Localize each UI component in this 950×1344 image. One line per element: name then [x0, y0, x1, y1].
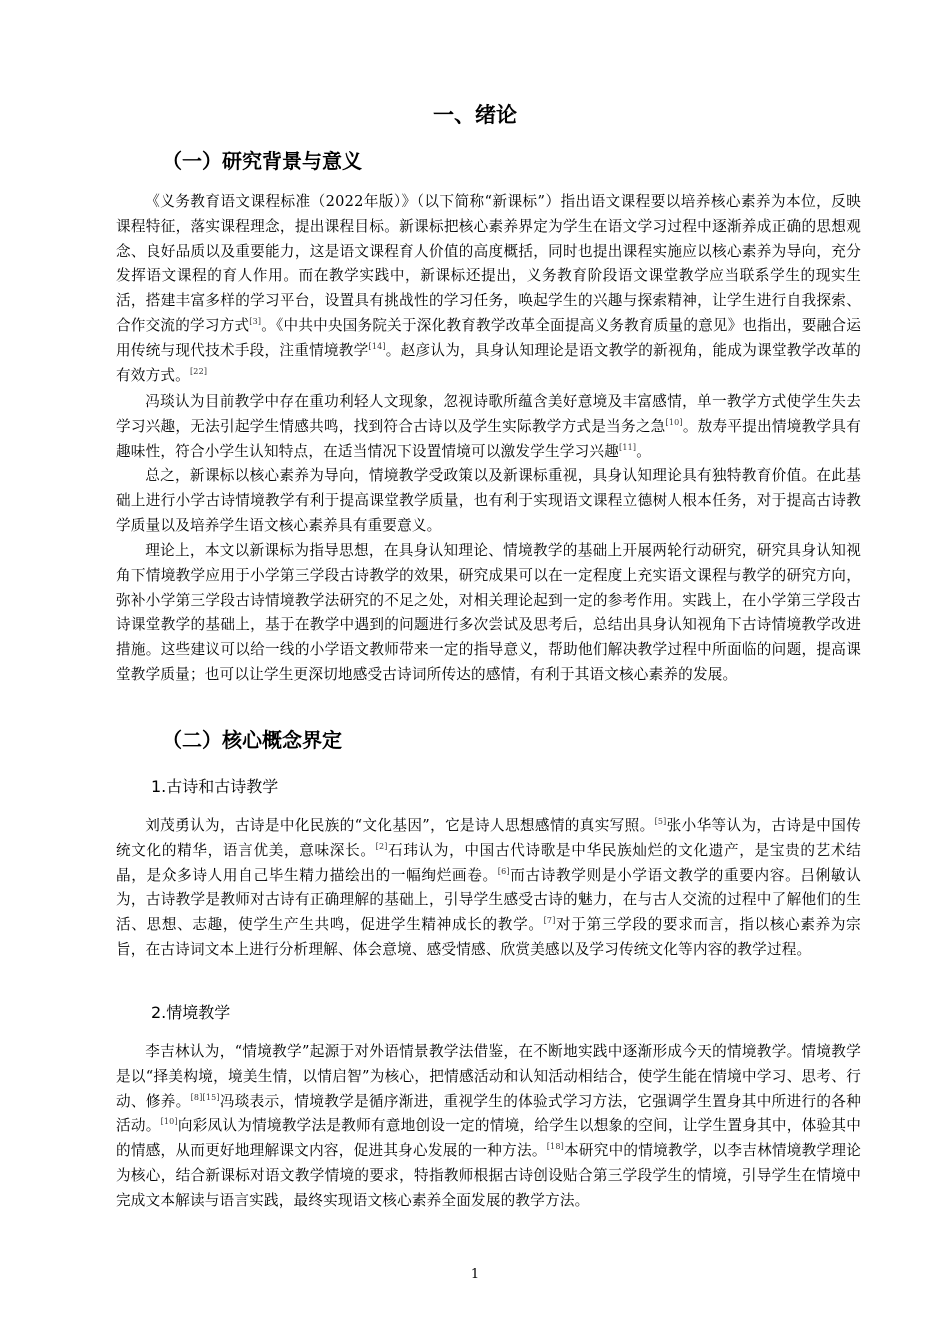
paragraph-ancient-poetry — [116, 814, 861, 963]
paragraph-background-3: 总之，新课标以核心素养为导向，情境教学受政策以及新课标重视，具身认知理论具有独特教育价值。在此基础上进行小学古诗情境教学有利于提高课堂教学质量，也有利于实现语文课程立德树人根本任务，对于提高古诗教学质量以及培养学生语文核心素养具有重要意义。 — [116, 467, 861, 534]
citation-superscript: [11] — [619, 442, 637, 452]
section-heading-concepts: （二）核心概念界定 — [162, 728, 342, 752]
text-run: 冯琰认为目前教学中存在重功利轻人文现象，忽视诗歌所蕴含美好意境及丰富感情，单一教学方式使学生失去学习兴趣，无法引起学生情感共鸣，找到符合古诗以及学生实际教学方式是当务之急 — [116, 393, 861, 435]
citation-superscript: [6] — [497, 866, 510, 876]
text-run: 张小华等认为，古诗是中国传统文化的精华，语言优美，意味深长。 — [116, 817, 861, 859]
text-run: 本研究中的情境教学，以李吉林情境教学理论为核心，结合新课标对语文教学情境的要求，特指教师根据古诗创设贴合第三学段学生的情境，引导学生在情境中完成文本解读与语言实践，最终实现语文核心素养全面发展的教学方法。 — [116, 1142, 861, 1209]
text-run: 。 — [636, 442, 652, 460]
text-run: 石玮认为，中国古代诗歌是中华民族灿烂的文化遗产，是宝贵的艺术结晶，是众多诗人用自己毕生精力描绘出的一幅绚烂画卷。 — [116, 841, 861, 884]
text-run: 李吉林认为，“情境教学”起源于对外语情景教学法借鉴，在不断地实践中逐渐形成今天的情境教学。情境教学是以“择美构境，境美生情，以情启智”为核心，把情感活动和认知活动相结合，使学生能在情境中学习、思考、行动、修养。 — [116, 1043, 861, 1110]
paragraph-background-1 — [116, 190, 861, 388]
paragraph-situational-teaching — [116, 1040, 861, 1214]
text-run: 向彩凤认为情境教学法是教师有意地创设一定的情境，给学生以想象的空间，让学生置身其中，体验其中的情感，从而更好地理解课文内容，促进其身心发展的一种方法。 — [116, 1117, 861, 1160]
subsection-heading-ancient-poetry: 1.古诗和古诗教学 — [151, 777, 279, 796]
subsection-heading-situational-teaching: 2.情境教学 — [151, 1003, 231, 1022]
citation-superscript: [7] — [543, 916, 556, 926]
text-run: 刘茂勇认为，古诗是中化民族的“文化基因”，它是诗人思想感情的真实写照。 — [145, 817, 655, 834]
section-heading-background: （一）研究背景与意义 — [162, 149, 362, 173]
citation-superscript: [2] — [375, 841, 388, 851]
citation-superscript: [18] — [546, 1142, 564, 1152]
citation-superscript: [8][15] — [190, 1092, 220, 1102]
text-run: 《义务教育语文课程标准（2022年版）》（以下简称“新课标”）指出语文课程要以培养核心素养为本位，反映课程特征，落实课程理念，提出课程目标。新课标把核心素养界定为学生在语文学习过程中逐渐养成正确的思想观念、良好品质以及重要能力，这是语文课程育人价值的高度概括，同时也提出课程实施应以核心素养为导向，充分发挥语文课程的育人作用。而在教学实践中，新课标还提出，义务教育阶段语文课堂教学应当联系学生的现实生活，搭建丰富多样的学习平台，设置具有挑战性的学习任务，唤起学生的兴趣与探索精神，让学生进行自我探索、合作交流的学习方式 — [116, 193, 861, 334]
chapter-title: 一、绪论 — [433, 103, 517, 127]
citation-superscript: [5] — [654, 817, 667, 826]
text-run: 。《中共中央国务院关于深化教育教学改革全面提高义务教育质量的意见》也指出，要融合运用传统与现代技术手段，注重情境教学 — [116, 316, 861, 359]
citation-superscript: [10] — [665, 417, 683, 427]
citation-superscript: [22] — [189, 366, 208, 376]
paragraph-background-4: 理论上，本文以新课标为指导思想，在具身认知理论、情境教学的基础上开展两轮行动研究，研究具身认知视角下情境教学应用于小学第三学段古诗教学的效果，研究成果可以在一定程度上充实语文课程与教学的研究方向，弥补小学第三学段古诗情境教学法研究的不足之处，对相关理论起到一定的参考作用。实践上，在小学第三学段古诗课堂教学的基础上，基于在教学中遇到的问题进行多次尝试及思考后，总结出具身认知视角下古诗情境教学改进措施。这些建议可以给一线的小学语文教师带来一定的指导意义，帮助他们解决教学过程中所面临的问题，提高课堂教学质量；也可以让学生更深切地感受古诗词所传达的感情，有利于其语文核心素养的发展。 — [116, 542, 861, 683]
text-run: 。敖寿平提出情境教学具有趣味性，符合小学生认知特点，在适当情况下设置情境可以激发学生学习兴趣 — [116, 417, 861, 460]
text-run: 对于第三学段的要求而言，指以核心素养为宗旨，在古诗词文本上进行分析理解、体会意境、感受情感、欣赏美感以及学习传统文化等内容的教学过程。 — [116, 916, 861, 958]
citation-superscript: [3] — [249, 316, 262, 326]
text-run: 。赵彦认为，具身认知理论是语文教学的新视角，能成为课堂教学改革的有效方式。 — [116, 341, 862, 384]
text-run: 而古诗教学则是小学语文教学的重要内容。吕俐敏认为，古诗教学是教师对古诗有正确理解的基础上，引导学生感受古诗的魅力，在与古人交流的过程中了解他们的生活、思想、志趣，使学生产生共鸣，促进学生精神成长的教学。 — [116, 866, 861, 934]
text-run: 冯琰表示，情境教学是循序渐进，重视学生的体验式学习方法，它强调学生置身其中所进行的各种活动。 — [116, 1092, 861, 1135]
citation-superscript: [14] — [368, 341, 386, 351]
page-number: 1 — [470, 1267, 480, 1282]
paragraph-background-2 — [116, 390, 861, 464]
citation-superscript: [10] — [160, 1117, 178, 1127]
